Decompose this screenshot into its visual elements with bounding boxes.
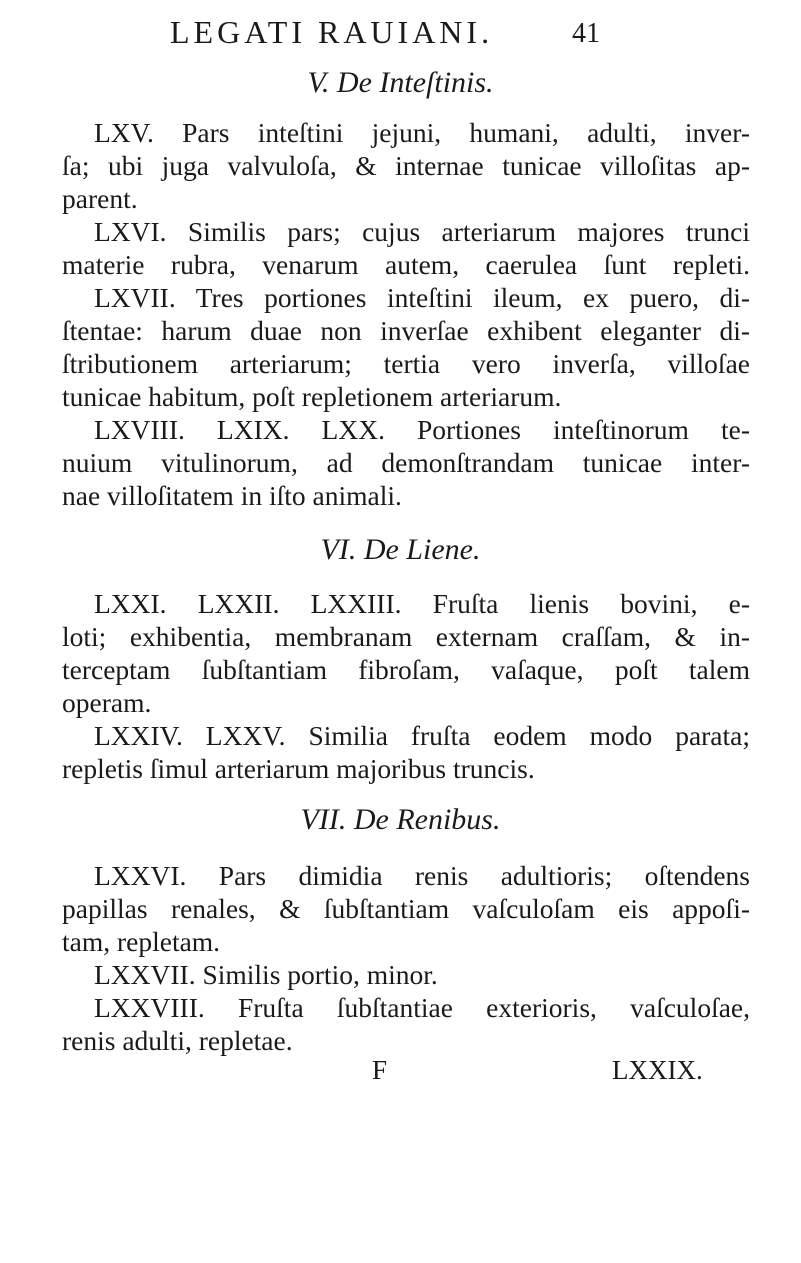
text-line: operam. <box>62 687 152 718</box>
signature-mark: F <box>372 1055 388 1085</box>
section-heading-liene: VI. De Liene. <box>320 533 481 566</box>
text-line: nuium vitulinorum, ad demonſtrandam tunicae inter- <box>62 447 750 478</box>
section-heading-intestinis: V. De Inteſtinis. <box>307 66 494 99</box>
text-line: renis adulti, repletae. <box>62 1025 293 1056</box>
catchword: LXXIX. <box>612 1055 703 1085</box>
text-line: LXXVI. Pars dimidia renis adultioris; oſtendens <box>94 860 750 891</box>
paragraph-lxxi <box>62 587 750 719</box>
text-line: nae villoſitatem in iſto animali. <box>62 480 402 511</box>
text-line: LXVII. Tres portiones inteſtini ileum, ex puero, di- <box>94 282 750 313</box>
paragraph-lxxvii <box>62 958 750 991</box>
page-number: 41 <box>572 18 600 49</box>
text-line: LXVIII. LXIX. LXX. Portiones inteſtinorum te- <box>94 414 750 445</box>
running-title: LEGATI RAUIANI. <box>170 14 494 50</box>
paragraph-lxxviii <box>62 991 750 1057</box>
text-line: papillas renales, & ſubſtantiam vaſculoſam eis appoſi- <box>62 893 750 924</box>
text-line: LXVI. Similis pars; cujus arteriarum majores trunci <box>94 216 750 247</box>
text-line: tunicae habitum, poſt repletionem arteriarum. <box>62 381 562 412</box>
text-line: LXXI. LXXII. LXXIII. Fruſta lienis bovini, e- <box>94 588 750 619</box>
paragraph-lxxvi <box>62 859 750 958</box>
text-line: LXXVII. Similis portio, minor. <box>94 959 438 990</box>
text-line: LXXVIII. Fruſta ſubſtantiae exterioris, vaſculoſae, <box>94 992 750 1023</box>
paragraph-lxvi <box>62 215 750 281</box>
text-line: LXV. Pars inteſtini jejuni, humani, adulti, inver- <box>94 117 750 148</box>
text-line: materie rubra, venarum autem, caerulea ſunt repleti. <box>62 249 750 280</box>
text-line: loti; exhibentia, membranam externam craſſam, & in- <box>62 621 750 652</box>
text-line: ſtributionem arteriarum; tertia vero inverſa, villoſae <box>62 348 750 379</box>
section-heading-renibus: VII. De Renibus. <box>300 803 501 836</box>
text-line: repletis ſimul arteriarum majoribus truncis. <box>62 753 535 784</box>
text-line: LXXIV. LXXV. Similia fruſta eodem modo parata; <box>94 720 750 751</box>
text-line: parent. <box>62 183 138 214</box>
text-line: terceptam ſubſtantiam fibroſam, vaſaque, poſt talem <box>62 654 750 685</box>
text-line: ſtentae: harum duae non inverſae exhibent eleganter di- <box>62 315 750 346</box>
text-line: ſa; ubi juga valvuloſa, & internae tunicae villoſitas ap- <box>62 150 750 181</box>
paragraph-lxvii <box>62 281 750 413</box>
text-line: tam, repletam. <box>62 926 221 957</box>
paragraph-lxxiv <box>62 719 750 785</box>
paragraph-lxviii <box>62 413 750 512</box>
paragraph-lxv <box>62 116 750 215</box>
